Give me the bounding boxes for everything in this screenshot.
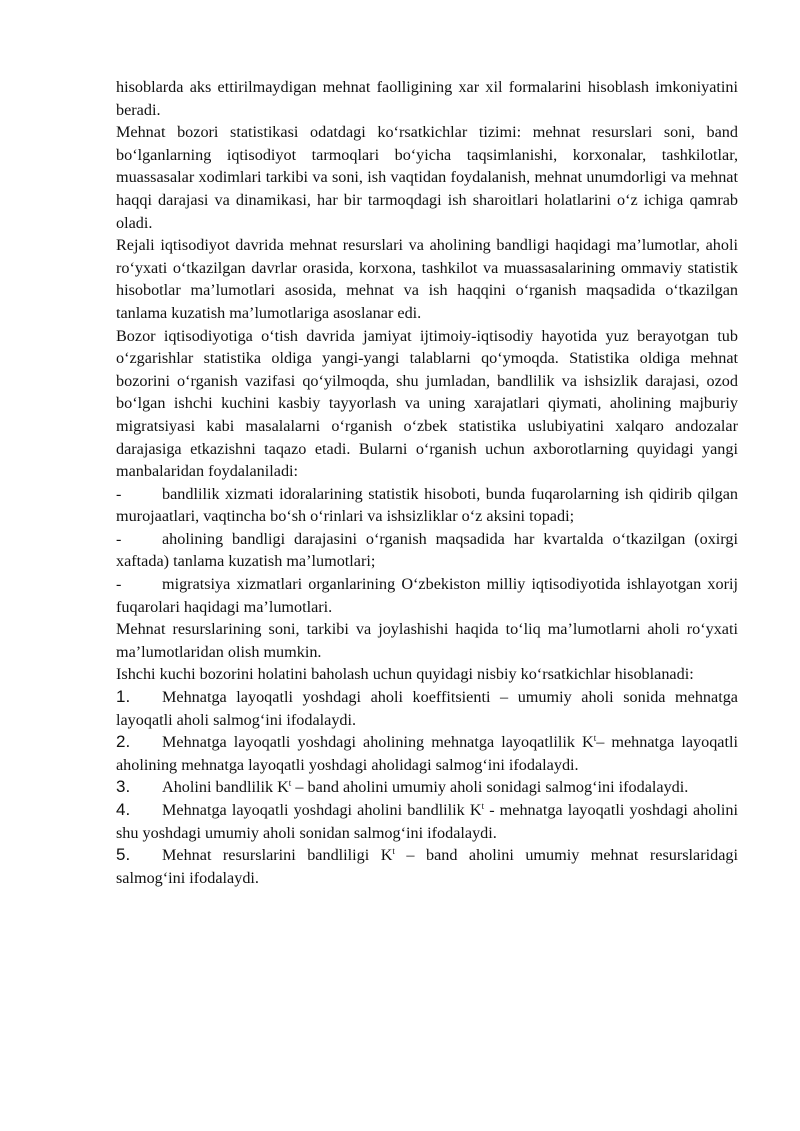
numbered-item-2 — [116, 731, 738, 776]
superscript: t — [593, 733, 597, 744]
superscript: t — [481, 801, 485, 811]
item-number: 4. — [116, 800, 131, 819]
item-text: Mehnatga layoqatli yoshdagi aholini bandlilik K — [162, 801, 482, 819]
numbered-item-1 — [116, 686, 738, 731]
paragraph-6: Ishchi kuchi bozorini holatini baholash uchun quyidagi nisbiy ko‘rsatkichlar hisoblanadi: — [116, 665, 694, 684]
item-text-cont: – band aholini umumiy aholi sonidagi salmog‘ini ifodalaydi. — [291, 778, 689, 797]
bullet-text: migratsiya xizmatlari organlarining O‘zbekiston milliy iqtisodiyotida ishlayotgan xorij fuqarolari haqidagi ma’lumotlari. — [116, 575, 738, 616]
document-page — [116, 76, 738, 889]
numbered-item-4 — [116, 799, 738, 844]
bullet-item-2 — [116, 528, 738, 573]
bullet-marker: - — [116, 575, 122, 594]
item-number: 2. — [116, 732, 131, 752]
numbered-item-3 — [116, 776, 738, 799]
item-number: 1. — [116, 687, 131, 707]
bullet-item-3 — [116, 573, 738, 618]
bullet-text: aholining bandligi darajasini o‘rganish maqsadida har kvartalda o‘tkazilgan (oxirgi xaftada) tanlama kuzatish ma’lumotlari; — [116, 529, 738, 571]
paragraph-1: hisoblarda aks ettirilmaydigan mehnat faolligining xar xil formalarini hisoblash imkoniyatini beradi. — [116, 78, 738, 119]
bullet-marker: - — [116, 484, 122, 503]
item-text: Aholini bandlilik K — [162, 778, 289, 797]
item-text: Mehnatga layoqatli yoshdagi aholi koeffitsienti – umumiy aholi sonida mehnatga layoqatli aholi salmog‘ini ifodalaydi. — [116, 688, 738, 729]
superscript: t — [392, 846, 395, 857]
paragraph-3: Rejali iqtisodiyot davrida mehnat resurslari va aholining bandligi haqidagi ma’lumotlar, aholi ro‘yxati o‘tkazilgan davrlar orasida, korxona, tashkilot va muassasalarining ommaviy statistik hisobotlar ma’lumotlari asosida, mehnat va ish haqqini o‘rganish maqsadida o‘tkazilgan tanlama kuzatish ma’lumotlariga asoslanar edi. — [116, 236, 738, 322]
item-text-cont: – mehnatga layoqatli aholining mehnatga layoqatli yoshdagi aholidagi salmog‘ini ifodalaydi. — [116, 733, 738, 774]
item-text-cont: - mehnatga layoqatli yoshdagi aholini shu yoshdagi umumiy aholi sonidan salmog‘ini ifodalaydi. — [116, 801, 738, 842]
bullet-item-1 — [116, 483, 738, 528]
item-text: Mehnatga layoqatli yoshdagi aholining mehnatga layoqatlilik K — [162, 733, 594, 752]
bullet-text: bandlilik xizmati idoralarining statistik hisoboti, bunda fuqarolarning ish qidirib qilgan murojaatlari, vaqtincha bo‘sh o‘rinlari va ishsizliklar o‘z aksini topadi; — [116, 484, 738, 526]
paragraph-5: Mehnat resurslarining soni, tarkibi va joylashishi haqida to‘liq ma’lumotlarni aholi ro‘yxati ma’lumotlaridan olish mumkin. — [116, 620, 738, 661]
paragraph-2: Mehnat bozori statistikasi odatdagi ko‘rsatkichlar tizimi: mehnat resurslari soni, band bo‘lganlarning iqtisodiyot tarmoqlari bo‘yicha taqsimlanishi, korxonalar, tashkilotlar, muassasalar xodimlari tarkibi va soni, ish vaqtidan foydalanish, mehnat unumdorligi va mehnat haqqi darajasi va dinamikasi, har bir tarmoqdagi ish sharoitlari holatlarini o‘z ichiga qamrab oladi. — [116, 123, 738, 232]
paragraph-4: Bozor iqtisodiyotiga o‘tish davrida jamiyat ijtimoiy-iqtisodiy hayotida yuz berayotgan tub o‘zgarishlar statistika oldiga yangi-yangi talablarni qo‘ymoqda. Statistika oldiga mehnat bozorini o‘rganish vazifasi qo‘yilmoqda, shu jumladan, bandlilik va ishsizlik darajasi, ozod bo‘lgan ishchi kuchini kasbiy tayyorlash va uning xarajatlari qiymati, aholining majburiy migratsiyasi kabi masalalarni o‘rganish o‘zbek statistika uslubiyatini xalqaro andozalar darajasiga etkazishni taqazo etadi. Bularni o‘rganish uchun axborotlarning quyidagi yangi manbalaridan foydalaniladi: — [116, 326, 738, 481]
item-number: 3. — [116, 777, 131, 797]
item-text-cont: – band aholini umumiy mehnat resurslaridagi salmog‘ini ifodalaydi. — [116, 846, 738, 887]
bullet-marker: - — [116, 529, 122, 548]
numbered-item-5 — [116, 844, 738, 889]
item-number: 5. — [116, 845, 131, 865]
item-text: Mehnat resurslarini bandliligi K — [162, 846, 393, 865]
superscript: t — [288, 778, 292, 789]
